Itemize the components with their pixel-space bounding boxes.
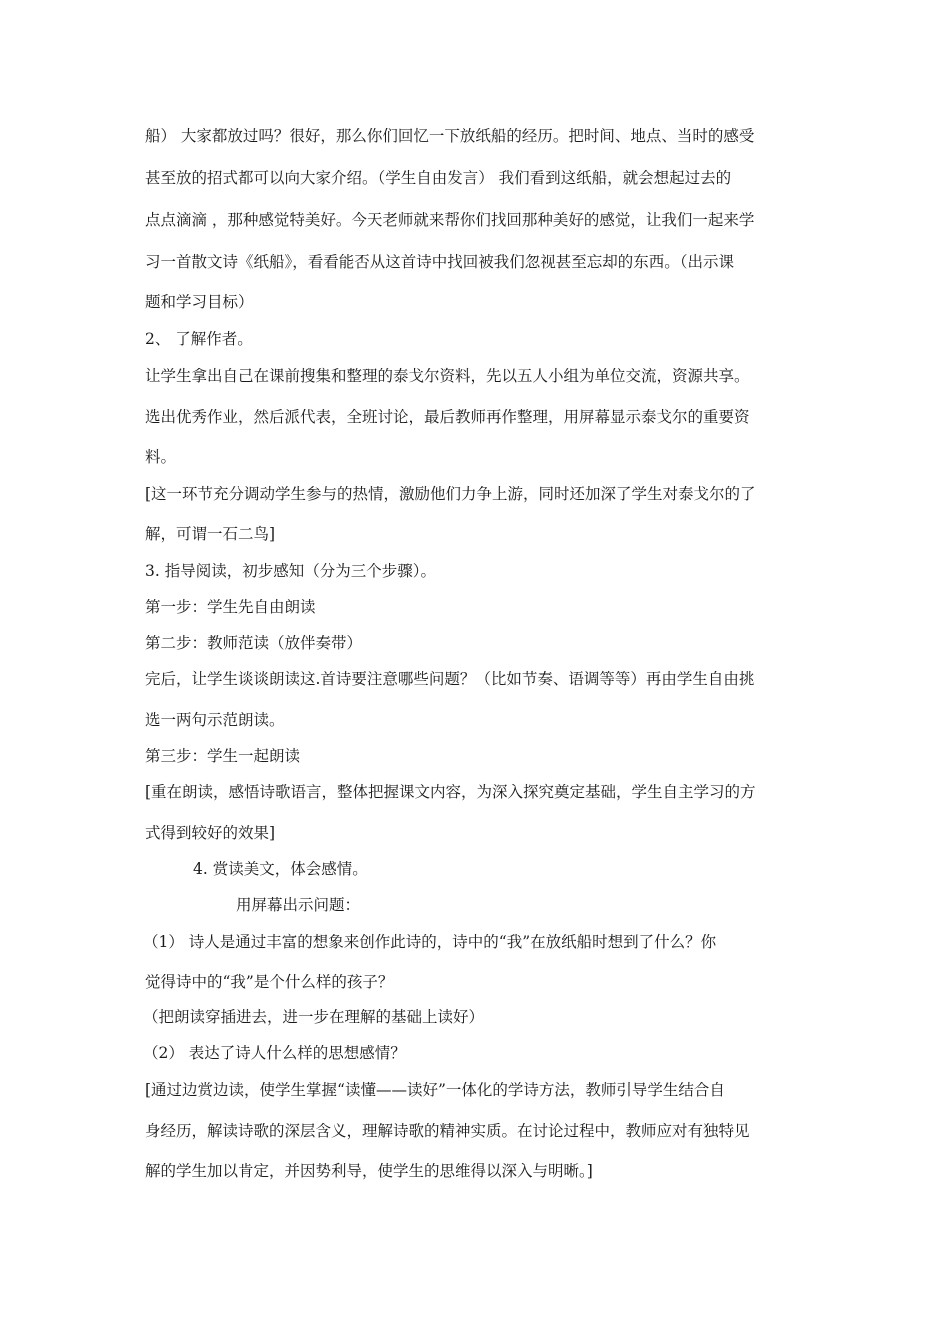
text-line: 选出优秀作业，然后派代表，全班讨论，最后教师再作整理，用屏幕显示泰戈尔的重要资 <box>145 408 750 426</box>
text-line: 点点滴滴 ，那种感觉特美好。今天老师就来帮你们找回那种美好的感觉，让我们一起来学 <box>145 211 755 229</box>
text-line: 第三步：学生一起朗读 <box>145 747 301 765</box>
text-line: [通过边赏边读，使学生掌握“读懂——读好”一体化的学诗方法，教师引导学生结合自 <box>145 1081 725 1099</box>
text-line: 选一两句示范朗读。 <box>145 711 285 729</box>
text-line: 第一步：学生先自由朗读 <box>145 598 316 616</box>
text-line: 甚至放的招式都可以向大家介绍。（学生自由发言） 我们看到这纸船，就会想起过去的 <box>145 169 732 187</box>
text-line: 题和学习目标） <box>145 293 254 311</box>
question-2: （2） 表达了诗人什么样的思想感情？ <box>143 1044 406 1062</box>
text-line: 习一首散文诗《纸船》，看看能否从这首诗中找回被我们忽视甚至忘却的东西。（出示课 <box>145 253 735 271</box>
text-line: 身经历，解读诗歌的深层含义，理解诗歌的精神实质。在讨论过程中，教师应对有独特见 <box>145 1122 750 1140</box>
text-line: 2、 了解作者。 <box>145 330 253 348</box>
text-line: （把朗读穿插进去，进一步在理解的基础上读好） <box>143 1008 485 1026</box>
section-heading: 4. 赏读美文，体会感情。 <box>193 860 368 878</box>
text-line: 船） 大家都放过吗？很好，那么你们回忆一下放纸船的经历。把时间、地点、当时的感受 <box>145 127 755 145</box>
text-line: [重在朗读，感悟诗歌语言，整体把握课文内容，为深入探究奠定基础，学生自主学习的方 <box>145 783 756 801</box>
text-line: 3. 指导阅读，初步感知（分为三个步骤）。 <box>145 562 436 580</box>
text-line: 第二步：教师范读（放伴奏带） <box>145 634 363 652</box>
text-line: 用屏幕出示问题： <box>236 896 361 914</box>
text-line: 式得到较好的效果] <box>145 824 276 842</box>
question-1: （1） 诗人是通过丰富的想象来创作此诗的，诗中的“我”在放纸船时想到了什么？你 <box>143 933 717 951</box>
text-line: [这一环节充分调动学生参与的热情，激励他们力争上游，同时还加深了学生对泰戈尔的了 <box>145 485 756 503</box>
text-line: 完后，让学生谈谈朗读这.首诗要注意哪些问题？（比如节奏、语调等等）再由学生自由挑 <box>145 670 755 688</box>
text-line: 解，可谓一石二鸟] <box>145 525 276 543</box>
text-line: 解的学生加以肯定，并因势利导，使学生的思维得以深入与明晰。] <box>145 1162 593 1180</box>
text-line: 让学生拿出自己在课前搜集和整理的泰戈尔资料，先以五人小组为单位交流，资源共享。 <box>145 367 750 385</box>
text-line: 觉得诗中的“我”是个什么样的孩子？ <box>145 973 394 991</box>
text-line: 料。 <box>145 448 177 466</box>
